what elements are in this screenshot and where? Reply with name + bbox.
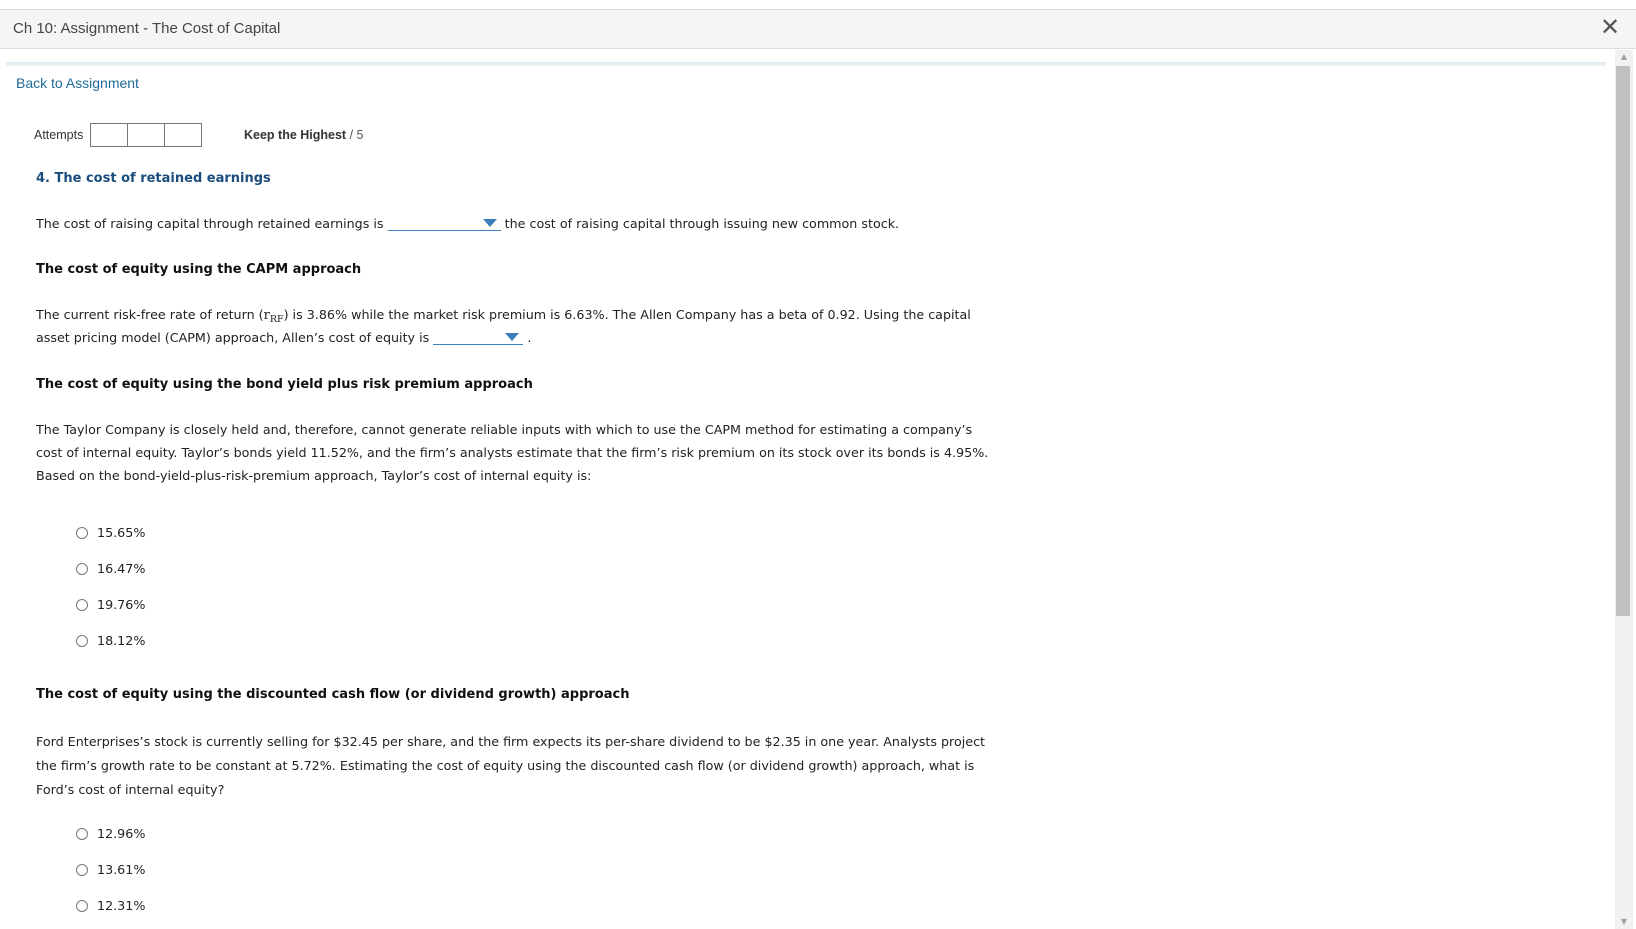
dcf-paragraph-line3: Ford’s cost of internal equity? bbox=[36, 782, 225, 797]
attempt-box-3 bbox=[164, 123, 202, 147]
close-icon[interactable]: ✕ bbox=[1600, 13, 1621, 41]
capm-heading: The cost of equity using the CAPM approach bbox=[36, 262, 362, 277]
capm-paragraph-line2 bbox=[36, 326, 531, 350]
radio-button[interactable] bbox=[76, 563, 88, 575]
retained-comparison-dropdown[interactable] bbox=[388, 216, 501, 231]
score-suffix: / 5 bbox=[349, 128, 364, 142]
keep-highest-text: Keep the Highest bbox=[244, 128, 347, 142]
radio-button[interactable] bbox=[76, 635, 88, 647]
capm-text-after: ) is 3.86% while the market risk premium is 6.63%. The Allen Company has a beta of 0.92. Using the capital bbox=[283, 307, 971, 322]
chevron-down-icon bbox=[505, 333, 519, 341]
option-label: 19.76% bbox=[97, 597, 146, 612]
radio-button[interactable] bbox=[76, 828, 88, 840]
radio-button[interactable] bbox=[76, 900, 88, 912]
question-title: 4. The cost of retained earnings bbox=[36, 171, 271, 186]
bond-option-4[interactable] bbox=[76, 633, 145, 648]
radio-button[interactable] bbox=[76, 527, 88, 539]
capm-line2-text: asset pricing model (CAPM) approach, Allen’s cost of equity is bbox=[36, 330, 430, 345]
top-border bbox=[0, 0, 1636, 10]
bond-option-3[interactable] bbox=[76, 597, 145, 612]
dcf-heading: The cost of equity using the discounted cash flow (or dividend growth) approach bbox=[36, 687, 630, 702]
dcf-option-2[interactable] bbox=[76, 862, 145, 877]
dcf-option-3[interactable] bbox=[76, 898, 145, 913]
chevron-down-icon bbox=[483, 219, 497, 227]
bond-paragraph-line3: Based on the bond-yield-plus-risk-premium approach, Taylor’s cost of internal equity is: bbox=[36, 468, 592, 483]
retained-earnings-sentence bbox=[36, 212, 899, 236]
attempt-box-2 bbox=[127, 123, 165, 147]
bond-paragraph-line2: cost of internal equity. Taylor’s bonds yield 11.52%, and the firm’s analysts estimate that the firm’s risk premium on its stock over its bonds is 4.95%. bbox=[36, 445, 989, 460]
bond-option-2[interactable] bbox=[76, 561, 145, 576]
retained-text-before: The cost of raising capital through retained earnings is bbox=[36, 216, 384, 231]
bond-option-1[interactable] bbox=[76, 525, 145, 540]
retained-text-after: the cost of raising capital through issuing new common stock. bbox=[504, 216, 900, 231]
dcf-paragraph-line1: Ford Enterprises’s stock is currently selling for $32.45 per share, and the firm expects its per-share dividend to be $2.35 in one year. Analysts project bbox=[36, 734, 986, 749]
option-label: 15.65% bbox=[97, 525, 146, 540]
attempt-boxes bbox=[90, 123, 201, 147]
attempts-label: Attempts bbox=[34, 128, 84, 142]
window-title: Ch 10: Assignment - The Cost of Capital bbox=[13, 20, 281, 37]
attempt-box-1 bbox=[90, 123, 128, 147]
rrf-symbol: $r_{RF}$ bbox=[263, 308, 284, 325]
radio-button[interactable] bbox=[76, 864, 88, 876]
option-label: 13.61% bbox=[97, 862, 146, 877]
bond-yield-heading: The cost of equity using the bond yield plus risk premium approach bbox=[36, 377, 533, 392]
radio-button[interactable] bbox=[76, 599, 88, 611]
keep-highest-label bbox=[244, 128, 364, 142]
capm-text-before: The current risk-free rate of return ( bbox=[36, 307, 264, 322]
bond-paragraph-line1: The Taylor Company is closely held and, therefore, cannot generate reliable inputs with which to use the CAPM method for estimating a company’s bbox=[36, 422, 973, 437]
option-label: 18.12% bbox=[97, 633, 146, 648]
header-divider bbox=[6, 62, 1606, 66]
option-label: 16.47% bbox=[97, 561, 146, 576]
back-to-assignment-link[interactable]: Back to Assignment bbox=[16, 75, 139, 91]
dcf-option-1[interactable] bbox=[76, 826, 145, 841]
dcf-paragraph-line2: the firm’s growth rate to be constant at 5.72%. Estimating the cost of equity using the discounted cash flow (or dividend growth) approach, what is bbox=[36, 758, 975, 773]
capm-cost-dropdown[interactable] bbox=[433, 330, 523, 345]
option-label: 12.31% bbox=[97, 898, 146, 913]
title-bar bbox=[0, 10, 1636, 49]
scroll-up-arrow-icon[interactable]: ▲ bbox=[1620, 52, 1628, 61]
scrollbar-thumb[interactable] bbox=[1616, 66, 1630, 616]
scroll-down-arrow-icon[interactable]: ▼ bbox=[1620, 917, 1628, 926]
option-label: 12.96% bbox=[97, 826, 146, 841]
capm-line2-end: . bbox=[527, 330, 532, 345]
